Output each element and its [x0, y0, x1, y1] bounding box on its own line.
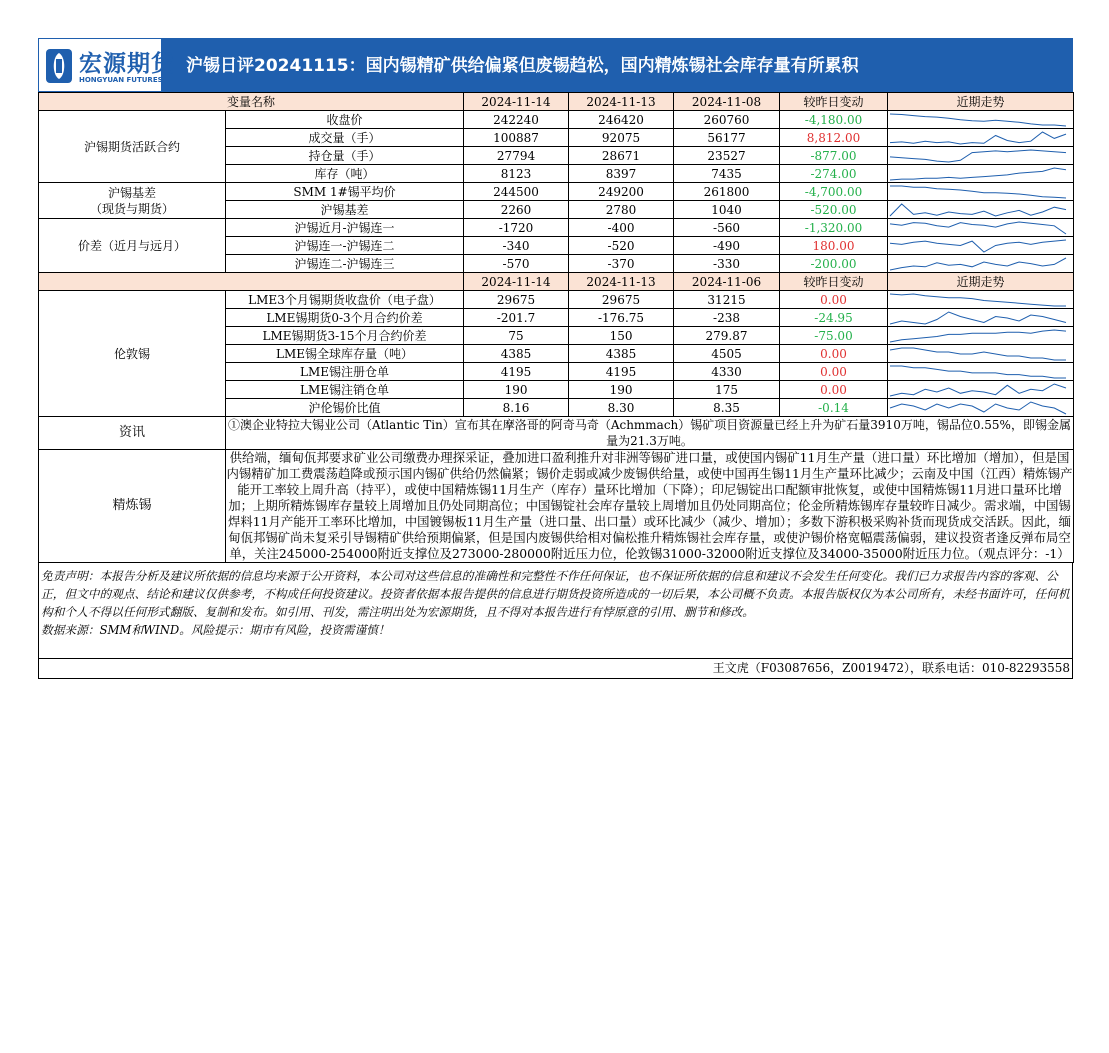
- change-value: -75.00: [780, 327, 888, 345]
- variable-name: 持仓量（手）: [226, 147, 464, 165]
- trend-sparkline: [888, 382, 1068, 398]
- analysis-text: 供给端，缅甸佤邦要求矿业公司缴费办理探采证，叠加进口盈利推升对非洲等锡矿进口量，或使国内锡矿11月生产量（进口量）环比增加（增加），但是国内锡精矿加工费震荡趋降或预示国内锡矿供给仍然偏紧；锡价走弱或减少废锡供给量，或使中国再生锡11月生产量环比减少；云南及中国（江西）精炼锡产能开工率较上周升高（持平），或使中国精炼锡11月生产（库存）量环比增加（下降）；印尼锡锭出口配额审批恢复，或使中国精炼锡11月进口量环比增加；上期所精炼锡库存量较上周增加且仍处同期高位；中国锡锭社会库存量较上周增加且仍处同期高位；伦金所精炼锡库存量较昨日减少。需求端，中国锡焊料11月产能开工率环比增加，中国镀锡板11月生产量（进口量、出口量）或环比减少（减少、增加）；多数下游积极采购补货而现货成交活跃。因此，缅甸佤邦锡矿尚未复采引导锡精矿供给预期偏紧，但是国内废锡供给相对偏松推升精炼锡社会库存量，或使沪锡价格宽幅震荡偏弱，建议投资者逢反弹布局空单，关注245000-254000附近支撑位及273000-280000附近压力位，伦敦锡31000-32000附近支撑位及34000-35000附近压力位。（观点评分：-1）: [226, 450, 1073, 561]
- value-date-2: -520: [569, 237, 674, 255]
- group-label: [39, 183, 226, 219]
- group-label-line: 沪锡基差: [107, 185, 156, 200]
- logo-text-en: HONGYUAN FUTURES: [79, 76, 163, 84]
- value-date-2: 29675: [569, 291, 674, 309]
- table-row: [39, 111, 1074, 129]
- value-date-2: 249200: [569, 183, 674, 201]
- value-date-1: 4385: [464, 345, 569, 363]
- value-date-3: 56177: [674, 129, 780, 147]
- trend-cell: [888, 255, 1074, 273]
- value-date-3: -560: [674, 219, 780, 237]
- variable-name: 沪锡近月-沪锡连一: [226, 219, 464, 237]
- trend-cell: [888, 381, 1074, 399]
- trend-line: [890, 186, 1066, 198]
- variable-name: LME锡全球库存量（吨）: [226, 345, 464, 363]
- value-date-2: 150: [569, 327, 674, 345]
- value-date-2: 246420: [569, 111, 674, 129]
- value-date-1: -1720: [464, 219, 569, 237]
- trend-cell: [888, 111, 1074, 129]
- change-value: 180.00: [780, 237, 888, 255]
- news-label: 资讯: [39, 417, 226, 450]
- value-date-1: 29675: [464, 291, 569, 309]
- group-label: [39, 219, 226, 273]
- group-label-line: （现货与期货）: [89, 201, 174, 216]
- value-date-2: 92075: [569, 129, 674, 147]
- group-label-line: 沪锡期货活跃合约: [83, 139, 180, 154]
- table-row: [39, 291, 1074, 309]
- trend-line: [890, 348, 1066, 360]
- trend-sparkline: [888, 166, 1068, 182]
- logo-text-cn: 宏源期货: [79, 51, 175, 77]
- value-date-3: 260760: [674, 111, 780, 129]
- trend-sparkline: [888, 184, 1068, 200]
- change-value: -877.00: [780, 147, 888, 165]
- trend-sparkline: [888, 202, 1068, 218]
- header-date-1: 2024-11-14: [464, 93, 569, 111]
- table1-header-row: [39, 93, 1074, 111]
- change-value: -4,700.00: [780, 183, 888, 201]
- contact-footer: 王文虎（F03087656，Z0019472），联系电话：010-82293558: [38, 659, 1073, 679]
- table-row: [39, 219, 1074, 237]
- value-date-1: 190: [464, 381, 569, 399]
- value-date-3: 175: [674, 381, 780, 399]
- change-value: 0.00: [780, 363, 888, 381]
- group-label: [39, 111, 226, 183]
- value-date-1: 8.16: [464, 399, 569, 417]
- header-blank: [39, 273, 464, 291]
- trend-cell: [888, 345, 1074, 363]
- value-date-1: 4195: [464, 363, 569, 381]
- header-date-2: 2024-11-13: [569, 93, 674, 111]
- variable-name: LME锡注册仓单: [226, 363, 464, 381]
- variable-name: 库存（吨）: [226, 165, 464, 183]
- trend-line: [890, 366, 1066, 378]
- trend-line: [890, 384, 1066, 396]
- group-label: [39, 291, 226, 417]
- trend-sparkline: [888, 238, 1068, 254]
- value-date-1: 100887: [464, 129, 569, 147]
- value-date-1: 242240: [464, 111, 569, 129]
- value-date-1: 27794: [464, 147, 569, 165]
- header-variable-name: 变量名称: [39, 93, 464, 111]
- change-value: -0.14: [780, 399, 888, 417]
- trend-line: [890, 132, 1066, 144]
- change-value: 8,812.00: [780, 129, 888, 147]
- trend-cell: [888, 201, 1074, 219]
- value-date-2: 2780: [569, 201, 674, 219]
- table2-header-row: [39, 273, 1074, 291]
- value-date-3: 261800: [674, 183, 780, 201]
- value-date-3: 4505: [674, 345, 780, 363]
- change-value: -200.00: [780, 255, 888, 273]
- variable-name: 沪锡连一-沪锡连二: [226, 237, 464, 255]
- trend-line: [890, 330, 1066, 342]
- logo-mark-icon: [45, 48, 73, 84]
- trend-cell: [888, 309, 1074, 327]
- analysis-row: [39, 450, 1074, 563]
- variable-name: LME3个月锡期货收盘价（电子盘）: [226, 291, 464, 309]
- trend-cell: [888, 327, 1074, 345]
- trend-sparkline: [888, 130, 1068, 146]
- header-trend: 近期走势: [888, 273, 1074, 291]
- trend-line: [890, 222, 1066, 234]
- trend-line: [890, 168, 1066, 180]
- value-date-3: -330: [674, 255, 780, 273]
- trend-line: [890, 114, 1066, 126]
- change-value: 0.00: [780, 291, 888, 309]
- trend-line: [890, 150, 1066, 162]
- value-date-2: 4195: [569, 363, 674, 381]
- header-date-2: 2024-11-13: [569, 273, 674, 291]
- variable-name: LME锡注销仓单: [226, 381, 464, 399]
- change-value: -1,320.00: [780, 219, 888, 237]
- trend-line: [890, 402, 1066, 414]
- value-date-2: -370: [569, 255, 674, 273]
- value-date-3: 31215: [674, 291, 780, 309]
- variable-name: SMM 1#锡平均价: [226, 183, 464, 201]
- trend-sparkline: [888, 148, 1068, 164]
- trend-line: [890, 312, 1066, 324]
- value-date-2: 8.30: [569, 399, 674, 417]
- trend-sparkline: [888, 292, 1068, 308]
- group-label-line: 价差（近月与远月）: [77, 238, 186, 253]
- change-value: 0.00: [780, 345, 888, 363]
- trend-cell: [888, 291, 1074, 309]
- data-table: [38, 92, 1074, 563]
- value-date-2: 28671: [569, 147, 674, 165]
- value-date-2: -400: [569, 219, 674, 237]
- trend-sparkline: [888, 220, 1068, 236]
- report-header: [38, 38, 1073, 92]
- trend-sparkline: [888, 256, 1068, 272]
- variable-name: 沪锡连二-沪锡连三: [226, 255, 464, 273]
- variable-name: 沪伦锡价比值: [226, 399, 464, 417]
- disclaimer-text: 免责声明：本报告分析及建议所依据的信息均来源于公开资料，本公司对这些信息的准确性和完整性不作任何保证，也不保证所依据的信息和建议不会发生任何变化。我们已力求报告内容的客观、公正，但文中的观点、结论和建议仅供参考，不构成任何投资建议。投资者依据本报告提供的信息进行期货投资所造成的一切后果，本公司概不负责。本报告版权仅为本公司所有，未经书面许可，任何机构和个人不得以任何形式翻版、复制和发布。如引用、刊发，需注明出处为宏源期货，且不得对本报告进行有悖原意的引用、删节和修改。: [41, 569, 1070, 619]
- trend-cell: [888, 165, 1074, 183]
- trend-line: [890, 258, 1066, 270]
- value-date-3: 7435: [674, 165, 780, 183]
- change-value: 0.00: [780, 381, 888, 399]
- value-date-1: -570: [464, 255, 569, 273]
- value-date-3: 1040: [674, 201, 780, 219]
- header-change: 较昨日变动: [780, 93, 888, 111]
- value-date-1: 2260: [464, 201, 569, 219]
- variable-name: 成交量（手）: [226, 129, 464, 147]
- value-date-1: 244500: [464, 183, 569, 201]
- trend-sparkline: [888, 328, 1068, 344]
- trend-line: [890, 240, 1066, 252]
- value-date-3: 23527: [674, 147, 780, 165]
- disclaimer: [38, 563, 1073, 659]
- trend-sparkline: [888, 112, 1068, 128]
- report-title: 沪锡日评20241115：国内锡精矿供给偏紧但废锡趋松，国内精炼锡社会库存量有所累积: [186, 56, 859, 76]
- trend-cell: [888, 147, 1074, 165]
- trend-line: [890, 204, 1066, 216]
- trend-line: [890, 294, 1066, 306]
- trend-sparkline: [888, 310, 1068, 326]
- header-trend: 近期走势: [888, 93, 1074, 111]
- data-source-text: 数据来源：SMM和WIND。风险提示：期市有风险，投资需谨慎！: [41, 623, 390, 637]
- variable-name: 沪锡基差: [226, 201, 464, 219]
- trend-cell: [888, 129, 1074, 147]
- change-value: -24.95: [780, 309, 888, 327]
- trend-cell: [888, 237, 1074, 255]
- trend-sparkline: [888, 346, 1068, 362]
- value-date-3: 8.35: [674, 399, 780, 417]
- value-date-2: -176.75: [569, 309, 674, 327]
- value-date-2: 8397: [569, 165, 674, 183]
- change-value: -520.00: [780, 201, 888, 219]
- header-date-3: 2024-11-08: [674, 93, 780, 111]
- trend-cell: [888, 399, 1074, 417]
- change-value: -274.00: [780, 165, 888, 183]
- trend-sparkline: [888, 400, 1068, 416]
- trend-cell: [888, 183, 1074, 201]
- value-date-3: -490: [674, 237, 780, 255]
- value-date-1: -340: [464, 237, 569, 255]
- value-date-1: 8123: [464, 165, 569, 183]
- value-date-3: 4330: [674, 363, 780, 381]
- value-date-1: -201.7: [464, 309, 569, 327]
- trend-sparkline: [888, 364, 1068, 380]
- value-date-3: -238: [674, 309, 780, 327]
- trend-cell: [888, 363, 1074, 381]
- header-date-1: 2024-11-14: [464, 273, 569, 291]
- value-date-2: 4385: [569, 345, 674, 363]
- header-date-3: 2024-11-06: [674, 273, 780, 291]
- company-logo: [38, 38, 175, 92]
- header-change: 较昨日变动: [780, 273, 888, 291]
- value-date-2: 190: [569, 381, 674, 399]
- table-row: [39, 183, 1074, 201]
- trend-cell: [888, 219, 1074, 237]
- news-row: [39, 417, 1074, 450]
- variable-name: LME锡期货0-3个月合约价差: [226, 309, 464, 327]
- group-label-line: 伦敦锡: [113, 346, 150, 361]
- variable-name: 收盘价: [226, 111, 464, 129]
- variable-name: LME锡期货3-15个月合约价差: [226, 327, 464, 345]
- analysis-label: 精炼锡: [39, 450, 226, 563]
- change-value: -4,180.00: [780, 111, 888, 129]
- value-date-3: 279.87: [674, 327, 780, 345]
- report-page: [38, 38, 1073, 679]
- value-date-1: 75: [464, 327, 569, 345]
- news-text: ①澳企业特拉大锡业公司（Atlantic Tin）宣布其在摩洛哥的阿奇马奇（Achmmach）锡矿项目资源量已经上升为矿石量3910万吨，锡品位0.55%，即锡金属量为21.3万吨。: [226, 417, 1074, 450]
